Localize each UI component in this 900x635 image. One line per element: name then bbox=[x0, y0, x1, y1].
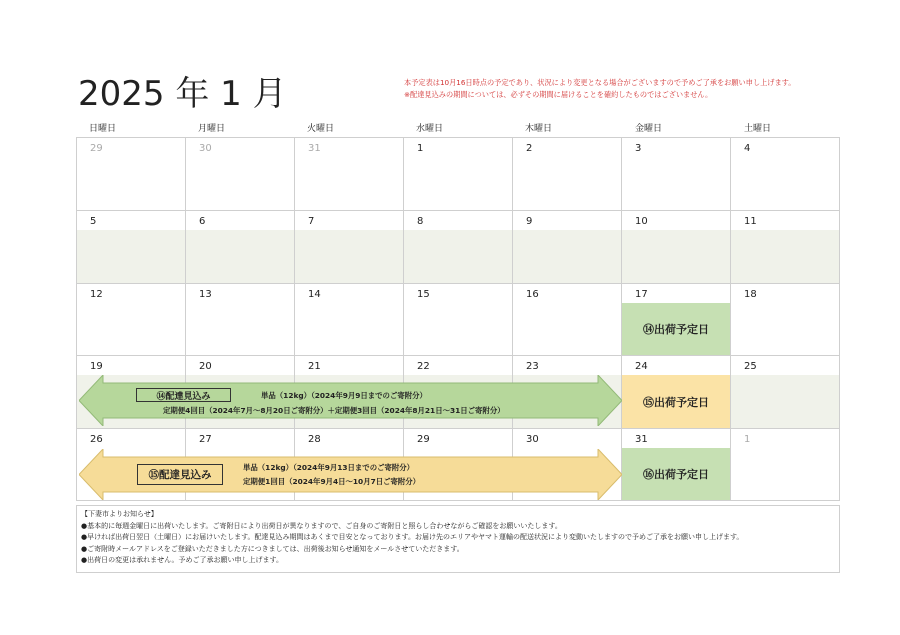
day-cell bbox=[295, 211, 404, 284]
day-number: 1 bbox=[417, 143, 424, 154]
notice-item: ●基本的に毎週金曜日に出荷いたします。ご寄附日により出荷日が異なりますので、ご自身のご寄附日と照らし合わせながらご確認をお願いいたします。 bbox=[81, 521, 562, 530]
day-number: 15 bbox=[417, 289, 430, 300]
day-number: 29 bbox=[417, 434, 430, 445]
day-number: 3 bbox=[635, 143, 642, 154]
day-cell bbox=[731, 429, 839, 500]
day-number: 14 bbox=[308, 289, 321, 300]
day-cell bbox=[186, 211, 295, 284]
notice-box bbox=[76, 505, 840, 573]
day-cell bbox=[295, 284, 404, 356]
day-number: 20 bbox=[199, 361, 212, 372]
notice-item: ●ご寄附時メールアドレスをご登録いただきました方につきましては、出荷後お知らせ通知をメールさせていただきます。 bbox=[81, 544, 464, 553]
day-number: 30 bbox=[199, 143, 212, 154]
weekday-sunday: 日曜日 bbox=[89, 124, 117, 134]
day-cell bbox=[186, 138, 295, 211]
day-number: 31 bbox=[635, 434, 648, 445]
shipping-day-16: ⑯出荷予定日 bbox=[622, 448, 730, 500]
weekday-monday: 月曜日 bbox=[198, 124, 226, 134]
page-title: 2025 年 1 月 bbox=[78, 74, 287, 114]
weekday-friday: 金曜日 bbox=[635, 124, 663, 134]
schedule-notes bbox=[404, 77, 795, 101]
day-cell bbox=[513, 138, 622, 211]
delivery-line-subscription-15: 定期便1回目（2024年9月4日～10月7日ご寄附分） bbox=[243, 477, 421, 486]
day-number: 27 bbox=[199, 434, 212, 445]
day-cell bbox=[404, 211, 513, 284]
day-cell bbox=[622, 138, 731, 211]
delivery-arrow-15 bbox=[79, 449, 622, 500]
day-number: 31 bbox=[308, 143, 321, 154]
day-number: 23 bbox=[526, 361, 539, 372]
weekday-wednesday: 水曜日 bbox=[416, 124, 444, 134]
weekday-header bbox=[76, 121, 840, 137]
day-cell bbox=[731, 356, 839, 429]
day-cell bbox=[77, 284, 186, 356]
day-cell bbox=[731, 138, 839, 211]
day-cell bbox=[404, 138, 513, 211]
day-number: 29 bbox=[90, 143, 103, 154]
day-number: 8 bbox=[417, 216, 424, 227]
day-cell bbox=[295, 138, 404, 211]
day-cell bbox=[77, 138, 186, 211]
delivery-arrow-14 bbox=[79, 375, 622, 426]
day-number: 22 bbox=[417, 361, 430, 372]
delivery-line-subscription-14: 定期便4回目（2024年7月～8月20日ご寄附分）＋定期便3回目（2024年8月21日～31日ご寄附分） bbox=[163, 406, 505, 415]
calendar-grid bbox=[76, 137, 840, 501]
weekday-tuesday: 火曜日 bbox=[307, 124, 335, 134]
notice-item: ●出荷日の変更は承れません。予めご了承お願い申し上げます。 bbox=[81, 556, 283, 565]
delivery-line-single-15: 単品（12kg）（2024年9月13日までのご寄附分） bbox=[243, 463, 415, 472]
day-number: 6 bbox=[199, 216, 206, 227]
note-line: ※配達見込みの期間については、必ずその期間に届けることを確約したものではございません。 bbox=[404, 90, 713, 99]
day-cell bbox=[731, 211, 839, 284]
day-cell bbox=[404, 284, 513, 356]
day-number: 13 bbox=[199, 289, 212, 300]
day-number: 30 bbox=[526, 434, 539, 445]
day-number: 9 bbox=[526, 216, 533, 227]
delivery-label-14: ⑭配達見込み bbox=[136, 388, 231, 402]
note-line: 本予定表は10月16日時点の予定であり、状況により変更となる場合がございますので予めご了承をお願い申し上げます。 bbox=[404, 78, 796, 87]
day-number: 16 bbox=[526, 289, 539, 300]
day-cell bbox=[622, 429, 731, 500]
day-number: 24 bbox=[635, 361, 648, 372]
day-number: 10 bbox=[635, 216, 648, 227]
day-cell bbox=[186, 284, 295, 356]
day-cell bbox=[513, 211, 622, 284]
day-number: 17 bbox=[635, 289, 648, 300]
day-cell bbox=[622, 356, 731, 429]
shipping-day-15: ⑮出荷予定日 bbox=[622, 375, 730, 428]
day-cell bbox=[731, 284, 839, 356]
weekday-saturday: 土曜日 bbox=[744, 124, 772, 134]
day-number: 12 bbox=[90, 289, 103, 300]
weekday-thursday: 木曜日 bbox=[525, 124, 553, 134]
day-cell bbox=[622, 211, 731, 284]
notice-heading: 【下妻市よりお知らせ】 bbox=[81, 510, 158, 518]
day-cell bbox=[622, 284, 731, 356]
shipping-day-14: ⑭出荷予定日 bbox=[622, 303, 730, 355]
day-number: 28 bbox=[308, 434, 321, 445]
delivery-label-15: ⑮配達見込み bbox=[137, 464, 223, 485]
day-number: 21 bbox=[308, 361, 321, 372]
day-number: 18 bbox=[744, 289, 757, 300]
day-cell bbox=[513, 284, 622, 356]
day-number: 5 bbox=[90, 216, 97, 227]
day-number: 1 bbox=[744, 434, 751, 445]
day-number: 2 bbox=[526, 143, 533, 154]
notice-item: ●早ければ出荷日翌日（土曜日）にお届けいたします。配達見込み期間はあくまで目安となっております。お届け先のエリアやヤマト運輸の配送状況により変動いたしますので予めご了承をお願い申し上げます。 bbox=[81, 533, 744, 542]
day-number: 4 bbox=[744, 143, 751, 154]
day-number: 25 bbox=[744, 361, 757, 372]
day-number: 19 bbox=[90, 361, 103, 372]
day-number: 26 bbox=[90, 434, 103, 445]
day-number: 7 bbox=[308, 216, 315, 227]
day-cell bbox=[77, 211, 186, 284]
delivery-line-single-14: 単品（12kg）（2024年9月9日までのご寄附分） bbox=[261, 391, 427, 400]
day-number: 11 bbox=[744, 216, 757, 227]
